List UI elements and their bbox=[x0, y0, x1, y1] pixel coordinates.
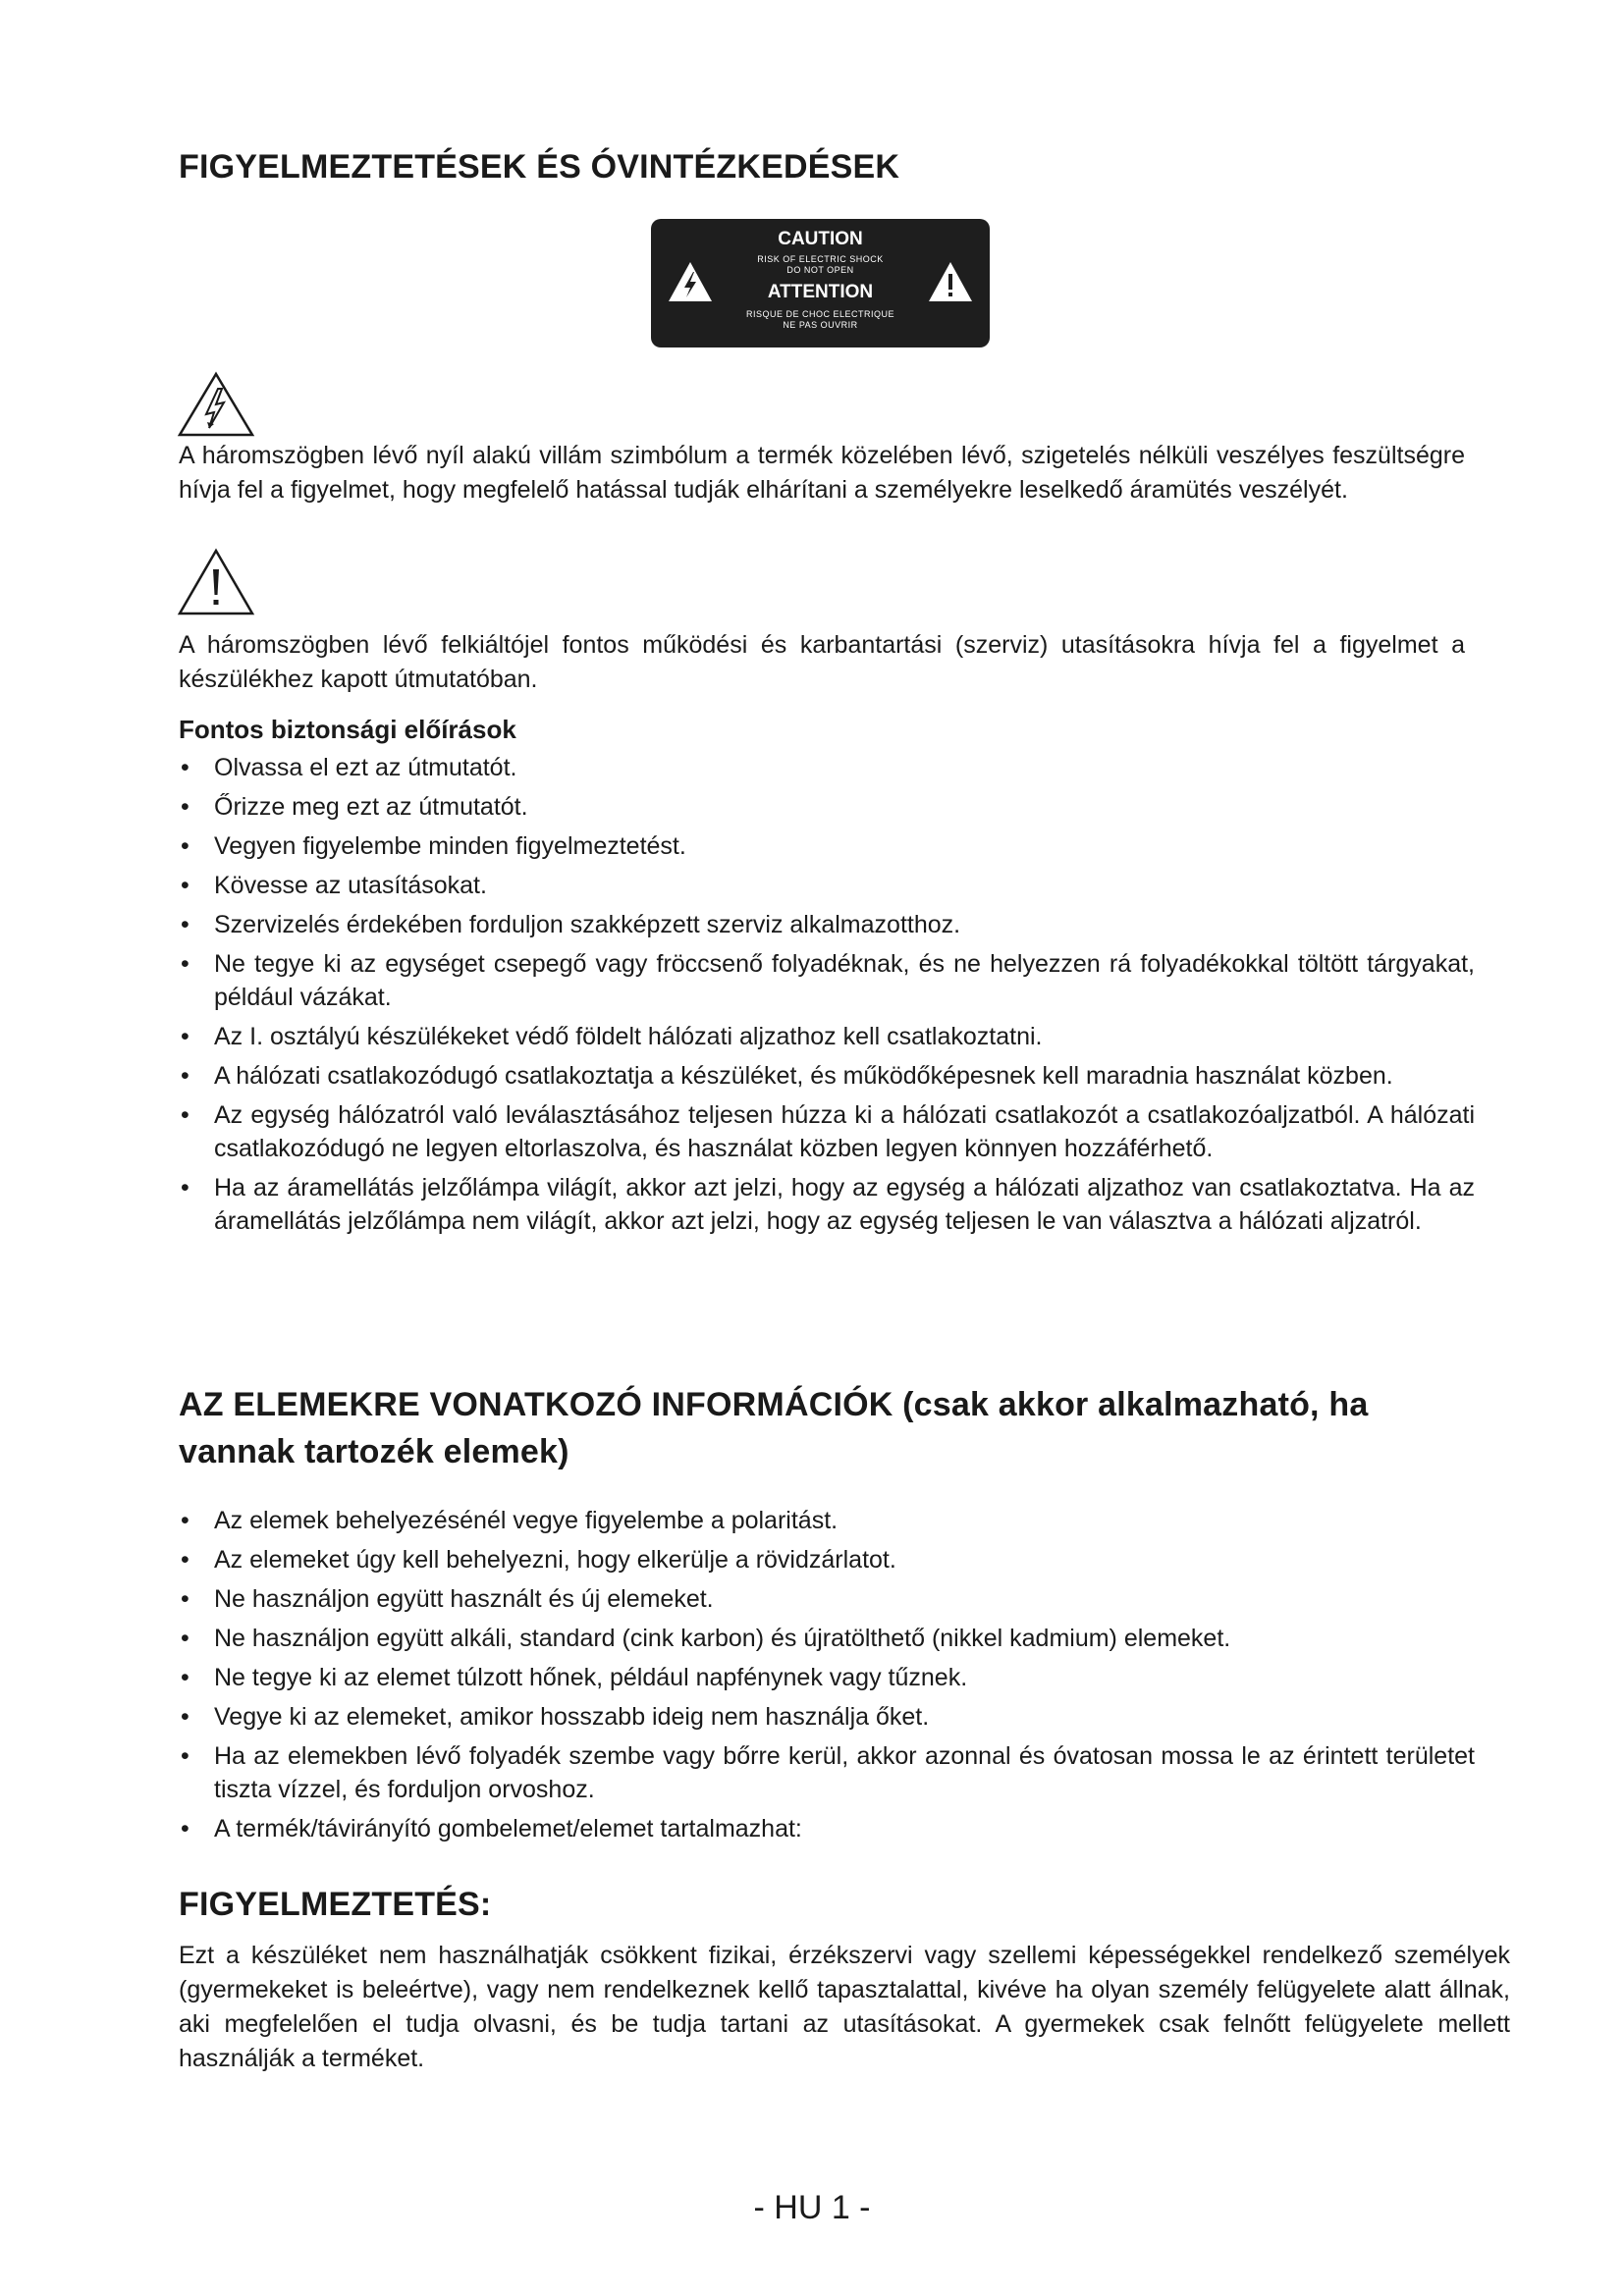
battery-list bbox=[179, 1504, 1475, 1851]
exclamation-triangle-icon bbox=[177, 548, 255, 616]
safety-list bbox=[179, 751, 1475, 1244]
heading-warning: FIGYELMEZTETÉS: bbox=[179, 1886, 492, 1923]
list-item: • Kövesse az utasításokat. bbox=[179, 869, 1475, 902]
list-item: • Ha az elemekben lévő folyadék szembe vagy bőrre kerül, akkor azonnal és óvatosan mossa le az érintett területet tiszta vízzel, és forduljon orvoshoz. bbox=[179, 1739, 1475, 1806]
attention-nepas-text: NE PAS OUVRIR bbox=[783, 320, 858, 330]
page-number: - HU 1 - bbox=[753, 2189, 871, 2226]
list-item: • Ne tegye ki az egységet csepegő vagy fröccsenő folyadéknak, és ne helyezzen rá folyadékokkal töltött tárgyakat, például vázákat. bbox=[179, 947, 1475, 1014]
list-item: • Őrizze meg ezt az útmutatót. bbox=[179, 790, 1475, 824]
list-item: • Vegye ki az elemeket, amikor hosszabb ideig nem használja őket. bbox=[179, 1700, 1475, 1734]
list-item: • Az elemek behelyezésénél vegye figyelembe a polaritást. bbox=[179, 1504, 1475, 1537]
list-item: • Az egység hálózatról való leválasztásához teljesen húzza ki a hálózati csatlakozót a csatlakozóaljzatból. A hálózati csatlakozódugó ne legyen eltorlaszolva, és használat közben legyen könnyen hozzáférhető. bbox=[179, 1098, 1475, 1165]
list-item: • Vegyen figyelembe minden figyelmeztetést. bbox=[179, 829, 1475, 863]
lightning-explanation: A háromszögben lévő nyíl alakú villám szimbólum a termék közelében lévő, szigetelés nélküli veszélyes feszültségre hívja fel a figyelmet, hogy megfelelő hatással tudják elhárítani a személyekre leselkedő áramütés veszélyét. bbox=[179, 442, 1465, 504]
list-item: • A hálózati csatlakozódugó csatlakoztatja a készüléket, és működőképesnek kell maradnia használat közben. bbox=[179, 1059, 1475, 1093]
caution-donotopen-text: DO NOT OPEN bbox=[786, 265, 854, 275]
list-item: • Az elemeket úgy kell behelyezni, hogy elkerülje a rövidzárlatot. bbox=[179, 1543, 1475, 1576]
safety-heading: Fontos biztonsági előírások bbox=[179, 715, 516, 744]
list-item: • Ne használjon együtt alkáli, standard (cink karbon) és újratölthető (nikkel kadmium) elemeket. bbox=[179, 1622, 1475, 1655]
caution-title: CAUTION bbox=[778, 229, 863, 249]
heading-battery-info: AZ ELEMEKRE VONATKOZÓ INFORMÁCIÓK (csak akkor alkalmazható, ha vannak tartozék elemek) bbox=[179, 1386, 1369, 1470]
list-item: • Szervizelés érdekében forduljon szakképzett szerviz alkalmazotthoz. bbox=[179, 908, 1475, 941]
lightning-triangle-icon bbox=[177, 371, 255, 438]
heading-warnings: FIGYELMEZTETÉSEK ÉS ÓVINTÉZKEDÉSEK bbox=[179, 148, 900, 186]
attention-risque-text: RISQUE DE CHOC ELECTRIQUE bbox=[745, 309, 895, 319]
caution-risk-text: RISK OF ELECTRIC SHOCK bbox=[757, 254, 884, 264]
list-item: • Olvassa el ezt az útmutatót. bbox=[179, 751, 1475, 784]
caution-lightning-icon bbox=[667, 260, 714, 303]
list-item: • Ne használjon együtt használt és új elemeket. bbox=[179, 1582, 1475, 1616]
list-item: • Ha az áramellátás jelzőlámpa világít, akkor azt jelzi, hogy az egység a hálózati aljzathoz van csatlakoztatva. Ha az áramellátás jelzőlámpa nem világít, akkor azt jelzi, hogy az egység teljesen le van választva a hálózati aljzatról. bbox=[179, 1171, 1475, 1238]
list-item: • Az I. osztályú készülékeket védő földelt hálózati aljzathoz kell csatlakoztatni. bbox=[179, 1020, 1475, 1053]
warning-paragraph: Ezt a készüléket nem használhatják csökkent fizikai, érzékszervi vagy szellemi képességekkel rendelkező személyek (gyermekeket is beleértve), vagy nem rendelkeznek kellő tapasztalattal, kivéve ha olyan személy felügyelete alatt állnak, aki megfelelően el tudja olvasni, és be tudja tartani az utasításokat. A gyermekek csak felnőtt felügyelete mellett használják a terméket. bbox=[179, 1942, 1510, 2072]
caution-exclamation-icon bbox=[927, 260, 974, 303]
list-item: • Ne tegye ki az elemet túlzott hőnek, például napfénynek vagy tűznek. bbox=[179, 1661, 1475, 1694]
caution-label bbox=[651, 219, 990, 347]
attention-title: ATTENTION bbox=[767, 282, 874, 302]
exclamation-explanation: A háromszögben lévő felkiáltójel fontos működési és karbantartási (szerviz) utasításokra hívja fel a figyelmet a készülékhez kapott útmutatóban. bbox=[179, 631, 1465, 693]
list-item: • A termék/távirányító gombelemet/elemet tartalmazhat: bbox=[179, 1812, 1475, 1845]
